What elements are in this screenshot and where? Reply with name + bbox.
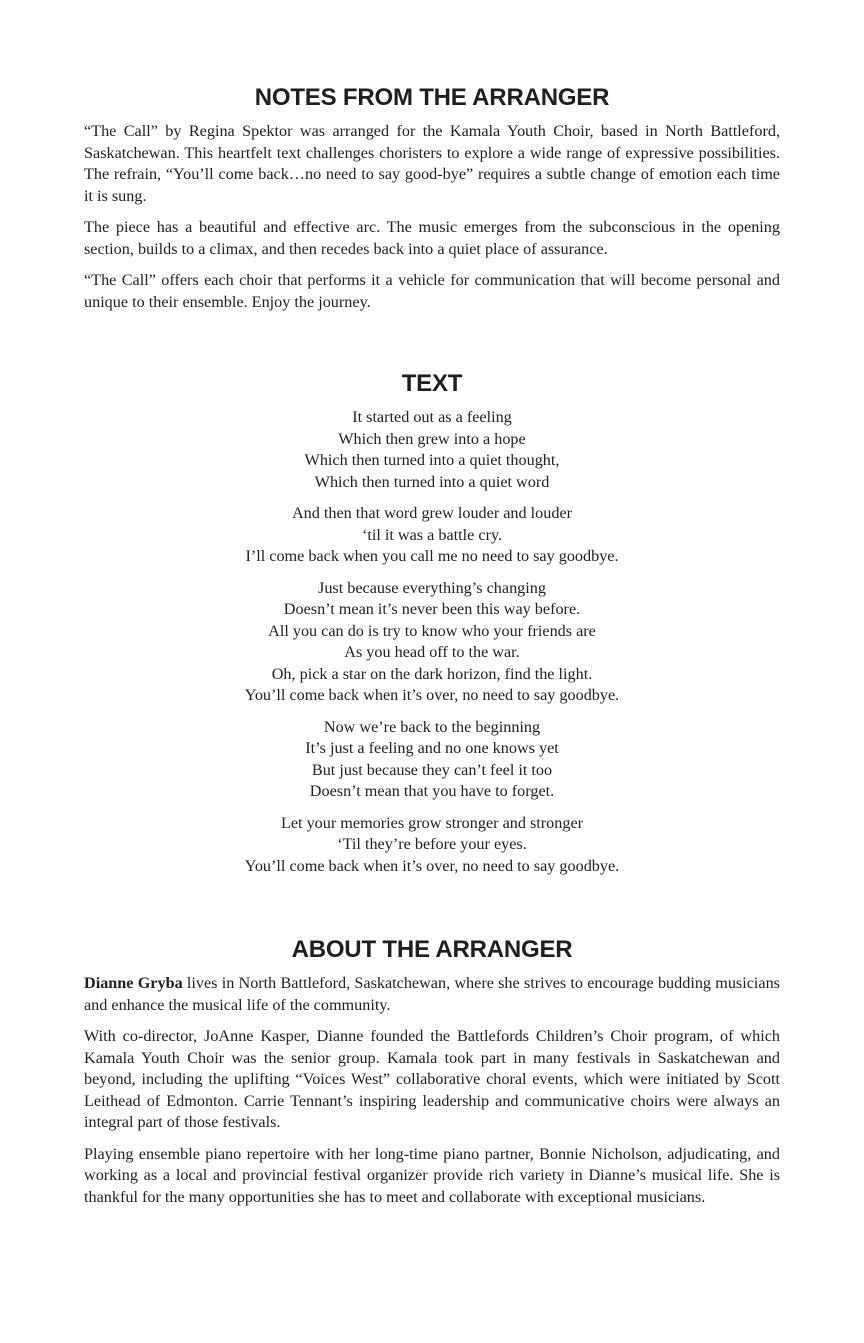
lyric-line: Let your memories grow stronger and stronger xyxy=(280,813,584,832)
lyric-line: Which then turned into a quiet thought, xyxy=(304,451,560,469)
about-section xyxy=(84,936,780,1208)
lyric-line: Oh, pick a star on the dark horizon, find the light. xyxy=(271,664,593,683)
lyric-line: All you can do is try to know who your friends are xyxy=(268,621,596,640)
lyric-line: Which then turned into a quiet word xyxy=(314,472,550,491)
lyric-line: Now we’re back to the beginning xyxy=(323,717,541,736)
lyrics-stanza xyxy=(84,813,780,878)
arranger-name: Dianne Gryba xyxy=(84,974,183,992)
lyric-line: It’s just a feeling and no one knows yet xyxy=(305,739,559,757)
lyric-line: You’ll come back when it’s over, no need to say goodbye. xyxy=(244,686,620,704)
lyrics-stanza xyxy=(84,578,780,707)
lyric-line: And then that word grew louder and louder xyxy=(291,504,573,522)
lyric-line: I’ll come back when you call me no need to say goodbye. xyxy=(245,547,619,565)
lyric-line: Just because everything’s changing xyxy=(318,578,546,597)
about-paragraph xyxy=(84,973,780,1016)
lyric-line: It started out as a feeling xyxy=(352,408,512,426)
lyric-line: ‘Til they’re before your eyes. xyxy=(337,835,527,853)
notes-paragraph: The piece has a beautiful and effective arc. The music emerges from the subconscious in the opening section, builds to a climax, and then recedes back into a quiet place of assurance. xyxy=(84,218,780,258)
notes-section xyxy=(84,84,780,313)
notes-heading: NOTES FROM THE ARRANGER xyxy=(254,84,610,111)
lyric-line: Doesn’t mean that you have to forget. xyxy=(309,782,555,800)
about-paragraph-text: lives in North Battleford, Saskatchewan, where she strives to encourage budding musicians and enhance the musical life of the community. xyxy=(84,974,780,1014)
about-heading: ABOUT THE ARRANGER xyxy=(291,936,573,963)
about-paragraph: With co-director, JoAnne Kasper, Dianne founded the Battlefords Children’s Choir program, of which Kamala Youth Choir was the senior group. Kamala took part in many festivals in Saskatchewan and beyond, including the uplifting “Voices West” collaborative choral events, which were initiated by Scott Leithead of Edmonton. Carrie Tennant’s inspiring leadership and communicative choirs were always an integral part of those festivals. xyxy=(84,1027,780,1131)
lyrics-heading: TEXT xyxy=(401,370,463,397)
lyric-line: But just because they can’t feel it too xyxy=(311,760,553,779)
about-paragraph: Playing ensemble piano repertoire with her long-time piano partner, Bonnie Nicholson, adjudicating, and working as a local and provincial festival organizer provide rich variety in Dianne’s musical life. She is thankful for the many opportunities she has to meet and collaborate with exceptional musicians. xyxy=(84,1144,780,1206)
notes-paragraph: “The Call” by Regina Spektor was arranged for the Kamala Youth Choir, based in North Battleford, Saskatchewan. This heartfelt text challenges choristers to explore a wide range of expressive possibilities. The refrain, “You’ll come back…no need to say good-bye” requires a subtle change of emotion each time it is sung. xyxy=(84,122,780,205)
lyric-line: As you head off to the war. xyxy=(344,643,520,661)
lyric-line: Which then grew into a hope xyxy=(338,429,526,448)
lyrics-section xyxy=(84,370,780,877)
lyrics-stanza xyxy=(84,717,780,803)
notes-paragraph: “The Call” offers each choir that performs it a vehicle for communication that will become personal and unique to their ensemble. Enjoy the journey. xyxy=(84,271,780,311)
lyrics-stanza xyxy=(84,503,780,568)
lyrics-stanza xyxy=(84,407,780,493)
lyric-line: ‘til it was a battle cry. xyxy=(361,525,503,544)
lyric-line: You’ll come back when it’s over, no need to say goodbye. xyxy=(244,856,620,875)
lyric-line: Doesn’t mean it’s never been this way before. xyxy=(283,600,581,618)
